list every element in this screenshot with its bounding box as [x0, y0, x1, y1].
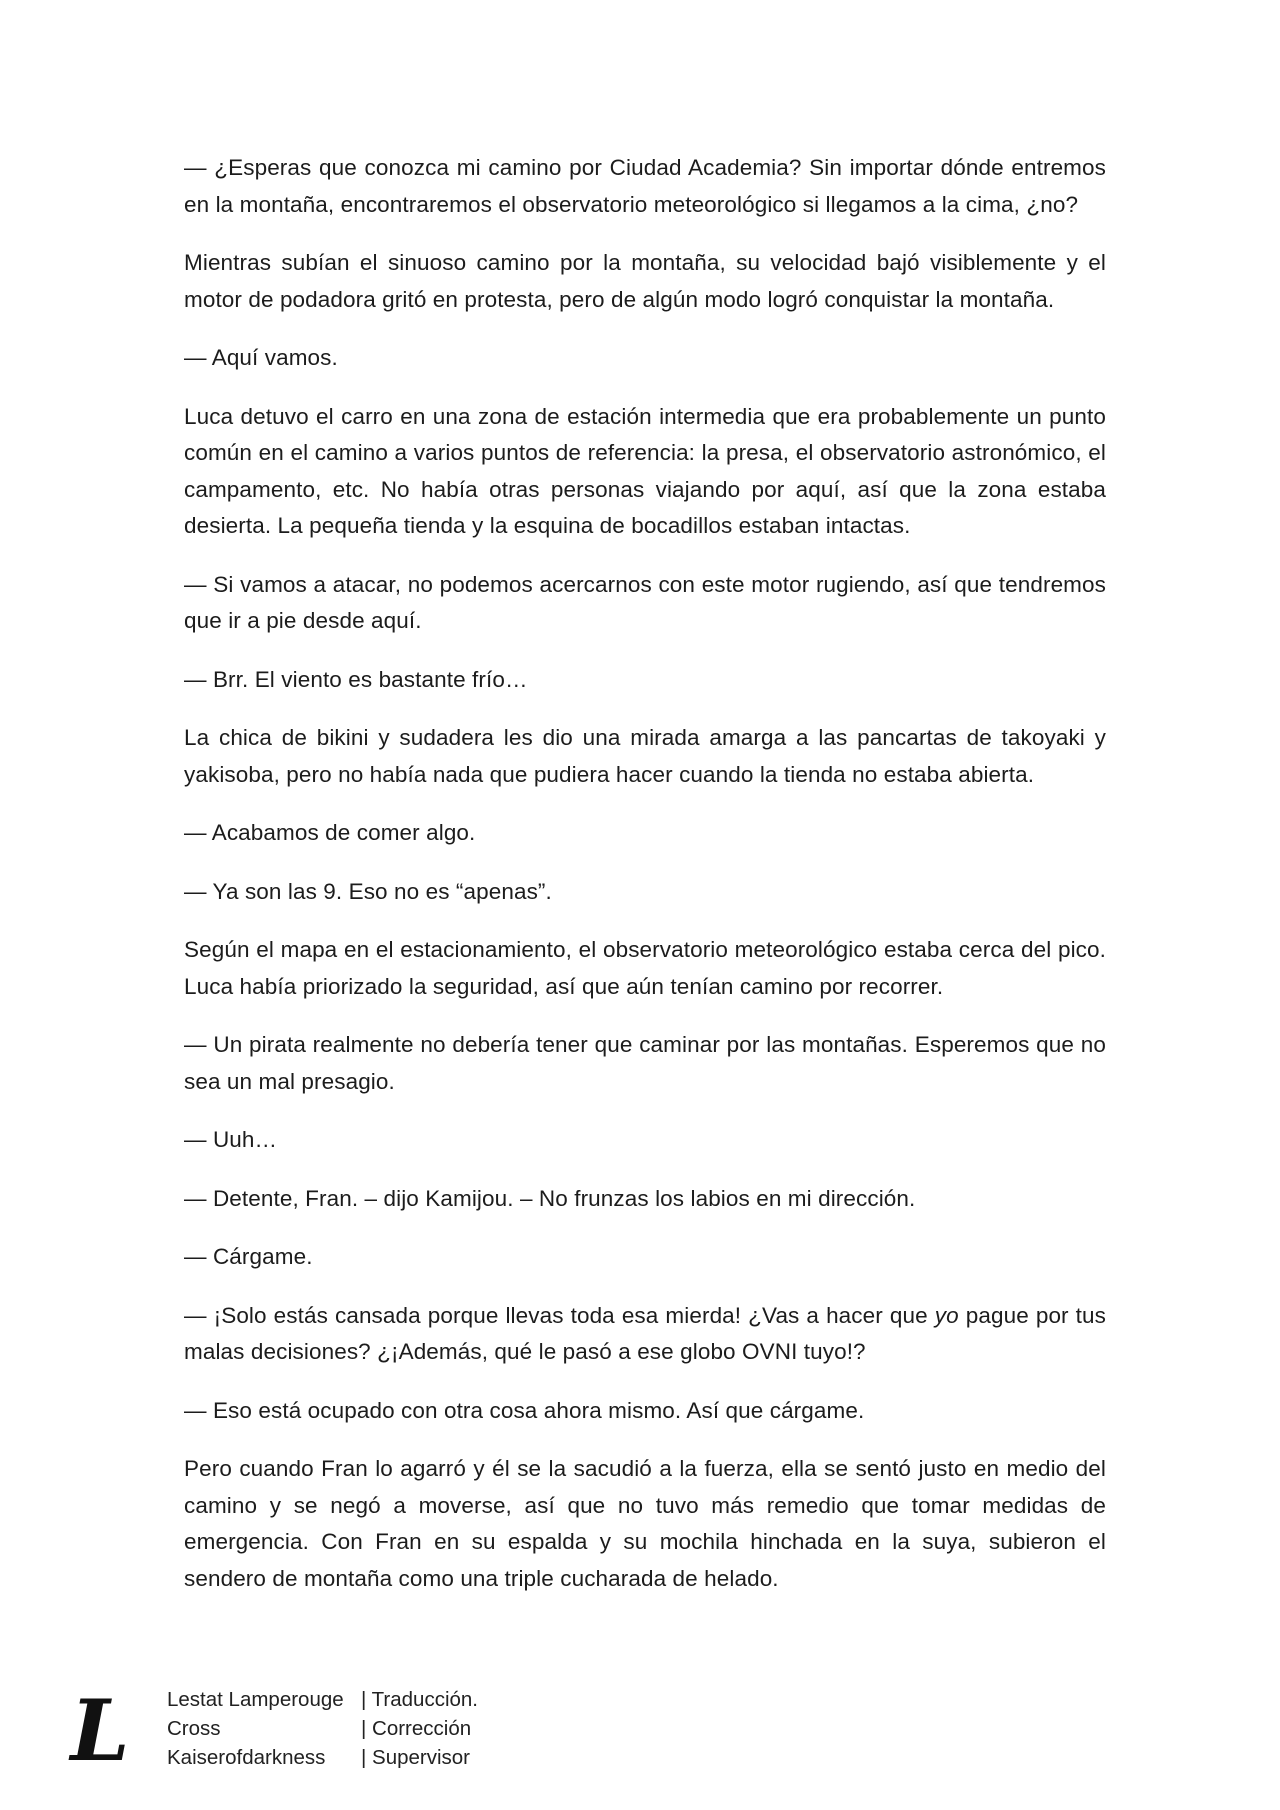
credits-footer — [64, 1683, 764, 1783]
credit-row — [167, 1685, 478, 1714]
credit-name: Cross — [167, 1717, 221, 1740]
credit-row — [167, 1743, 478, 1772]
paragraph — [184, 1298, 1106, 1371]
paragraph: — Ya son las 9. Eso no es “apenas”. — [184, 878, 552, 904]
credit-role: | Supervisor — [361, 1746, 471, 1769]
credit-row — [167, 1714, 478, 1743]
body-text — [184, 150, 1106, 1619]
paragraph: La chica de bikini y sudadera les dio una mirada amarga a las pancartas de takoyaki y yakisoba, pero no había nada que pudiera hacer cuando la tienda no estaba abierta. — [184, 725, 1106, 787]
paragraph: — Un pirata realmente no debería tener que caminar por las montañas. Esperemos que no sea un mal presagio. — [184, 1032, 1106, 1094]
paragraph: — Eso está ocupado con otra cosa ahora mismo. Así que cárgame. — [184, 1397, 865, 1423]
paragraph: Pero cuando Fran lo agarró y él se la sacudió a la fuerza, ella se sentó justo en medio del camino y se negó a moverse, así que no tuvo más remedio que tomar medidas de emergencia. Con Fran en su espalda y su mochila hinchada en la suya, subieron el sendero de montaña como una triple cucharada de helado. — [184, 1456, 1106, 1591]
paragraph: — Acabamos de comer algo. — [184, 820, 476, 845]
paragraph: — Brr. El viento es bastante frío… — [184, 666, 528, 692]
paragraph: — Uuh… — [184, 1127, 278, 1152]
paragraph: Mientras subían el sinuoso camino por la montaña, su velocidad bajó visiblemente y el motor de podadora gritó en protesta, pero de algún modo logró conquistar la montaña. — [184, 250, 1106, 312]
paragraph-text: pague por tus malas decisiones? ¿¡Además, qué le pasó a ese globo OVNI tuyo!? — [184, 1302, 1106, 1364]
gothic-l-logo: L — [70, 1681, 130, 1780]
paragraph: — Aquí vamos. — [184, 345, 338, 370]
paragraph: Luca detuvo el carro en una zona de estación intermedia que era probablemente un punto común en el camino a varios puntos de referencia: la presa, el observatorio astronómico, el campamento, etc. No había otras personas viajando por aquí, así que la zona estaba desierta. La pequeña tienda y la esquina de bocadillos estaban intactas. — [184, 403, 1106, 538]
credits-list — [167, 1685, 478, 1772]
paragraph: — Detente, Fran. – dijo Kamijou. – No frunzas los labios en mi dirección. — [184, 1185, 916, 1211]
paragraph: Según el mapa en el estacionamiento, el observatorio meteorológico estaba cerca del pico. Luca había priorizado la seguridad, así que aún tenían camino por recorrer. — [184, 937, 1106, 999]
credit-name: Lestat Lamperouge — [167, 1688, 344, 1711]
credit-name: Kaiserofdarkness — [167, 1746, 326, 1769]
paragraph: — ¿Esperas que conozca mi camino por Ciudad Academia? Sin importar dónde entremos en la montaña, encontraremos el observatorio meteorológico si llegamos a la cima, ¿no? — [184, 155, 1106, 217]
paragraph-emphasis: yo — [934, 1302, 959, 1328]
credit-role: | Corrección — [361, 1717, 472, 1740]
paragraph: — Si vamos a atacar, no podemos acercarnos con este motor rugiendo, así que tendremos que ir a pie desde aquí. — [184, 571, 1106, 633]
credit-role: | Traducción. — [361, 1688, 478, 1711]
paragraph-text: — ¡Solo estás cansada porque llevas toda esa mierda! ¿Vas a hacer que — [184, 1302, 935, 1328]
paragraph: — Cárgame. — [184, 1244, 313, 1269]
